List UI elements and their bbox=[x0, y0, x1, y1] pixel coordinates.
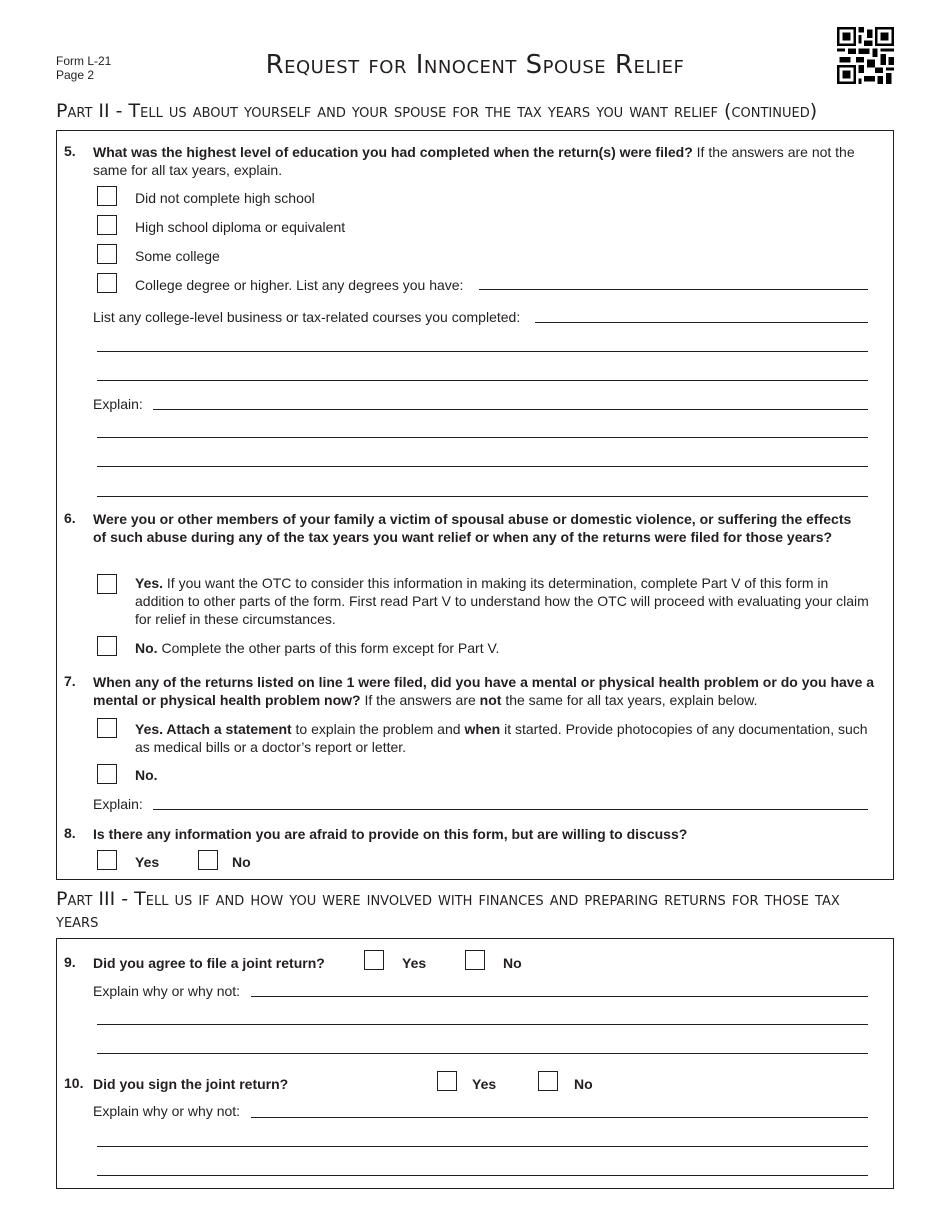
q5-option-college-degree: College degree or higher. List any degrees you have: bbox=[135, 277, 464, 293]
q9-explain-label: Explain why or why not: bbox=[93, 983, 241, 999]
part3-heading: Part III - Tell us if and how you were involved with finances and preparing returns for those tax years bbox=[56, 888, 840, 932]
q7-question bbox=[93, 673, 883, 709]
q7-explain-line[interactable] bbox=[153, 809, 868, 810]
q5-explain-line-4[interactable] bbox=[97, 496, 868, 497]
q10-no-label: No bbox=[574, 1076, 593, 1092]
q6-number: 6. bbox=[64, 510, 76, 526]
form-id bbox=[56, 54, 111, 82]
q5-checkbox-college-degree[interactable] bbox=[97, 273, 117, 293]
q5-question-rest: If the answers are not the same for all tax years, explain. bbox=[93, 144, 855, 178]
q6-no-option bbox=[135, 639, 499, 657]
q8-yes-checkbox[interactable] bbox=[97, 850, 117, 870]
q7-number: 7. bbox=[64, 673, 76, 689]
q6-no-bold: No. bbox=[135, 640, 158, 656]
q5-explain-label: Explain: bbox=[93, 396, 143, 412]
q5-checkbox-some-college[interactable] bbox=[97, 244, 117, 264]
qr-code-icon bbox=[837, 27, 894, 84]
q5-option-some-college: Some college bbox=[135, 248, 220, 264]
q7-question-end: the same for all tax years, explain below. bbox=[501, 692, 758, 708]
q10-explain-line-2[interactable] bbox=[97, 1146, 868, 1147]
q9-explain-line[interactable] bbox=[251, 996, 868, 997]
part2-heading: Part II - Tell us about yourself and your spouse for the tax years you want relief (continued) bbox=[56, 100, 818, 122]
q7-yes-option bbox=[135, 720, 880, 756]
form-number: Form L-21 bbox=[56, 54, 112, 68]
q9-yes-label: Yes bbox=[402, 955, 427, 971]
q8-question: Is there any information you are afraid to provide on this form, but are willing to discuss? bbox=[93, 826, 688, 842]
q5-number: 5. bbox=[64, 143, 76, 159]
page-number: Page 2 bbox=[56, 68, 95, 82]
part3-box bbox=[56, 938, 894, 1189]
q6-no-text: Complete the other parts of this form except for Part V. bbox=[157, 640, 500, 656]
q6-yes-text: If you want the OTC to consider this information in making its determination, complete Part V of this form in addition to other parts of the form. First read Part V to understand how the OTC will proceed with evaluating your claim for relief in these circumstances. bbox=[135, 575, 869, 627]
q5-courses-line[interactable] bbox=[535, 322, 868, 323]
q7-no-option: No. bbox=[135, 767, 158, 783]
q8-number: 8. bbox=[64, 825, 76, 841]
q9-explain-line-3[interactable] bbox=[97, 1053, 868, 1054]
q9-question: Did you agree to file a joint return? bbox=[93, 955, 325, 971]
q5-explain-line-2[interactable] bbox=[97, 437, 868, 438]
q5-courses-label: List any college-level business or tax-related courses you completed: bbox=[93, 309, 521, 325]
page-title: Request for Innocent Spouse Relief bbox=[265, 50, 685, 80]
q6-no-checkbox[interactable] bbox=[97, 636, 117, 656]
q10-number: 10. bbox=[64, 1075, 84, 1091]
q7-question-mid: If the answers are bbox=[360, 692, 480, 708]
q9-yes-checkbox[interactable] bbox=[364, 950, 384, 970]
q5-explain-line-3[interactable] bbox=[97, 466, 868, 467]
q6-question: Were you or other members of your family a victim of spousal abuse or domestic violence, or suffering the effects of such abuse during any of the tax years you want relief or when any of the returns were filed for those years? bbox=[93, 511, 852, 545]
q5-question-bold: What was the highest level of education you had completed when the return(s) were filed? bbox=[93, 144, 693, 160]
q5-checkbox-no-high-school[interactable] bbox=[97, 186, 117, 206]
q10-question: Did you sign the joint return? bbox=[93, 1076, 289, 1092]
q7-yes-end: it started. Provide photocopies of any documentation, such as medical bills or a doctor’s report or letter. bbox=[135, 721, 868, 755]
q8-no-checkbox[interactable] bbox=[198, 850, 218, 870]
q9-no-label: No bbox=[503, 955, 522, 971]
q9-explain-line-2[interactable] bbox=[97, 1024, 868, 1025]
q6-yes-checkbox[interactable] bbox=[97, 574, 117, 594]
q7-yes-mid: to explain the problem and bbox=[291, 721, 465, 737]
q8-no-label: No bbox=[232, 854, 251, 870]
q10-yes-label: Yes bbox=[472, 1076, 497, 1092]
q10-explain-label: Explain why or why not: bbox=[93, 1103, 241, 1119]
q5-explain-line[interactable] bbox=[153, 409, 868, 410]
q10-explain-line[interactable] bbox=[251, 1117, 868, 1118]
q7-question-not: not bbox=[479, 692, 502, 708]
q5-option-no-high-school: Did not complete high school bbox=[135, 190, 315, 206]
q9-no-checkbox[interactable] bbox=[465, 950, 485, 970]
q5-courses-line-2[interactable] bbox=[97, 351, 868, 352]
q7-yes-when: when bbox=[464, 721, 501, 737]
q5-degrees-line[interactable] bbox=[479, 289, 868, 290]
q7-no-checkbox[interactable] bbox=[97, 764, 117, 784]
q5-courses-line-3[interactable] bbox=[97, 380, 868, 381]
q5-question bbox=[93, 143, 878, 179]
q6-yes-bold: Yes. bbox=[135, 575, 164, 591]
q7-yes-checkbox[interactable] bbox=[97, 718, 117, 738]
part2-box bbox=[56, 130, 894, 880]
q5-option-high-school: High school diploma or equivalent bbox=[135, 219, 346, 235]
q5-checkbox-high-school[interactable] bbox=[97, 215, 117, 235]
q7-explain-label: Explain: bbox=[93, 796, 143, 812]
q10-explain-line-3[interactable] bbox=[97, 1175, 868, 1176]
q6-yes-option bbox=[135, 574, 880, 628]
q7-question-bold: When any of the returns listed on line 1 were filed, did you have a mental or physical health problem or do you have a mental or physical health problem now? bbox=[93, 674, 875, 708]
q10-yes-checkbox[interactable] bbox=[437, 1071, 457, 1091]
q8-yes-label: Yes bbox=[135, 854, 160, 870]
q10-no-checkbox[interactable] bbox=[538, 1071, 558, 1091]
q7-yes-bold: Yes. Attach a statement bbox=[135, 721, 292, 737]
q9-number: 9. bbox=[64, 954, 76, 970]
